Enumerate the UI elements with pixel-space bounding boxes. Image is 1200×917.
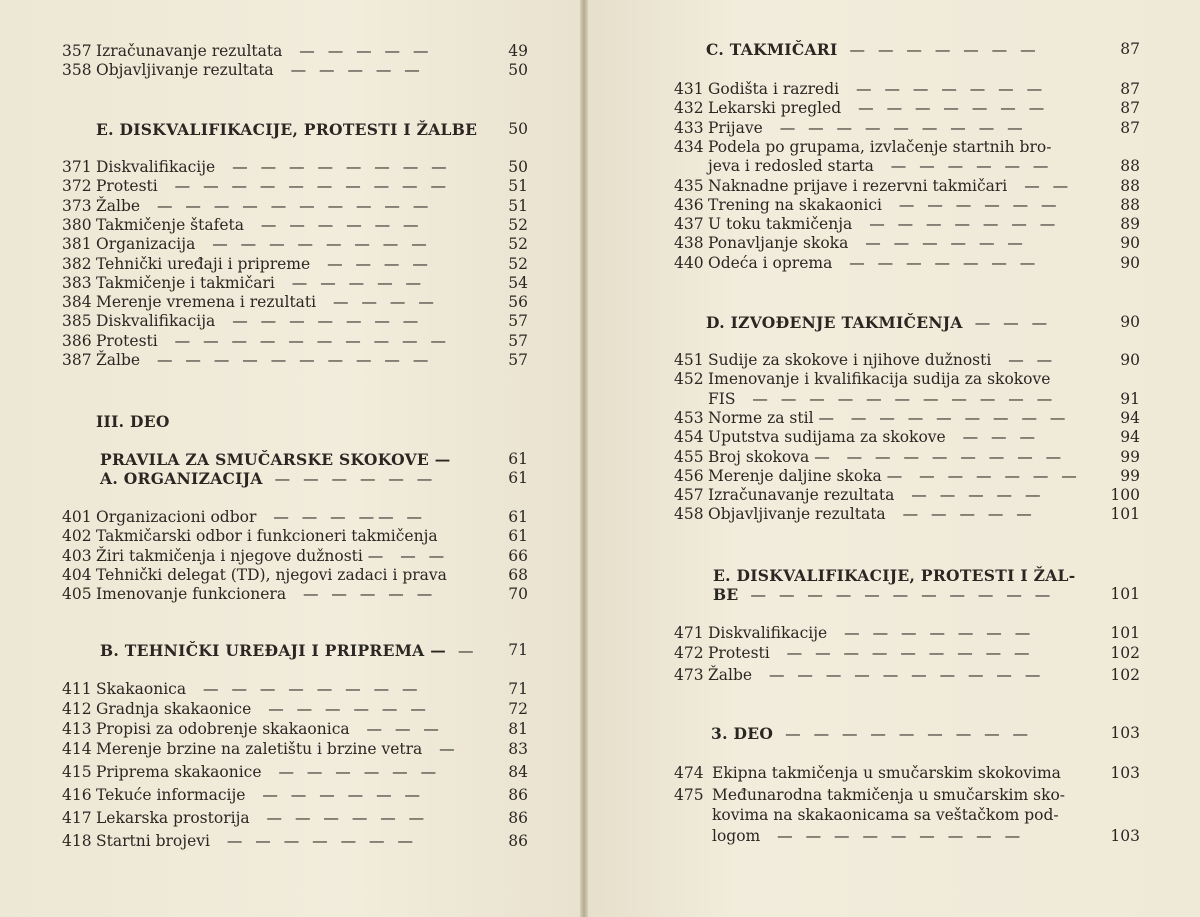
entry-number: 384	[62, 293, 92, 312]
toc-entry	[674, 764, 1061, 783]
leader-dashes: — — — — — —	[910, 466, 1081, 485]
page-number: 90	[1120, 253, 1140, 272]
toc-entry	[674, 448, 1065, 467]
toc-entry	[674, 157, 1052, 176]
leader-dashes: — — — — — — —	[849, 41, 1040, 59]
page-number: 86	[508, 832, 528, 850]
toc-entry	[62, 508, 426, 527]
toc-entry	[62, 255, 432, 274]
entry-number: 411	[62, 680, 92, 698]
page-number: 61	[508, 450, 528, 468]
entry-title: Izračunavanje rezultata	[708, 486, 895, 505]
leader-dashes: — — — — — — —	[223, 312, 423, 331]
page-number: 81	[508, 720, 528, 738]
entry-title: Tehnički delegat (TD), njegovi zadaci i prava	[96, 565, 447, 584]
entry-title: Takmičenje štafeta	[96, 215, 244, 234]
entry-number: 452	[674, 370, 704, 389]
heading-title: 3. DEO	[711, 724, 774, 743]
entry-number: 453	[674, 408, 704, 427]
entry-title: Diskvalifikacije	[708, 624, 828, 642]
toc-entry	[674, 786, 1065, 805]
entry-title: Tehnički uređaji i pripreme	[96, 254, 311, 273]
page-number: 84	[508, 763, 528, 781]
page-number: 86	[508, 809, 528, 827]
entry-title: Imenovanje funkcionera	[96, 585, 287, 604]
page-number: 87	[1120, 80, 1140, 98]
entry-title: Uputstva sudijama za skokove	[708, 428, 946, 447]
toc-entry	[674, 370, 1050, 389]
entry-number: 385	[62, 312, 92, 331]
page-number: 101	[1110, 505, 1140, 524]
entry-title: Protesti	[96, 177, 158, 196]
page-number: 52	[508, 235, 528, 254]
leader-dashes: — — — — — — — — — — —	[743, 389, 1057, 408]
entry-title: Izračunavanje rezultata	[96, 42, 283, 60]
page-number: 52	[508, 215, 528, 234]
entry-number: 431	[674, 80, 704, 98]
toc-entry	[674, 177, 1072, 196]
toc-entry	[62, 809, 428, 828]
entry-number: 456	[674, 466, 704, 485]
leader-dashes: — — — — — —	[253, 786, 424, 804]
toc-entry	[674, 409, 1069, 428]
entry-number: 371	[62, 158, 92, 176]
entry-number: 380	[62, 215, 92, 234]
toc-entry	[62, 740, 459, 759]
leader-dashes: —	[458, 642, 478, 660]
entry-title: Lekarska prostorija	[96, 809, 250, 827]
entry-title: Lekarski pregled	[708, 99, 842, 118]
entry-number: 414	[62, 740, 92, 758]
page-number: 99	[1120, 466, 1140, 485]
entry-number: 440	[674, 253, 704, 272]
page-number: 101	[1110, 624, 1140, 642]
page-number: 50	[508, 158, 528, 176]
entry-number: 475	[674, 786, 704, 804]
entry-title: Ekipna takmičenja u smučarskim skokovima	[712, 764, 1061, 782]
leader-dashes: — — — — — —	[856, 234, 1027, 253]
leader-dashes: —	[430, 740, 459, 758]
leader-dashes: — — — — —	[893, 505, 1036, 524]
leader-dashes: — — — — — — —	[847, 80, 1047, 98]
leader-dashes: — — — — — — — — — —	[148, 351, 433, 369]
page-number: 102	[1110, 644, 1140, 662]
leader-dashes: — — — — — —	[274, 470, 437, 488]
toc-entry	[62, 700, 430, 719]
page-number: 66	[508, 546, 528, 565]
entry-title: jeva i redosled starta	[708, 157, 874, 176]
leader-dashes: — — —	[357, 720, 443, 738]
toc-entry	[62, 585, 436, 604]
page-number: 51	[508, 177, 528, 196]
leader-dashes: — — — — — — — — —	[777, 644, 1034, 662]
leader-dashes: — — — — — —	[259, 700, 430, 718]
page-number: 103	[1110, 827, 1140, 845]
toc-entry	[674, 351, 1056, 370]
toc-entry	[674, 196, 1061, 215]
entry-title: Međunarodna takmičenja u smučarskim sko-	[712, 786, 1066, 804]
entry-title: Objavljivanje rezultata	[708, 505, 886, 524]
toc-entry	[62, 547, 448, 566]
entry-number: 415	[62, 763, 92, 781]
entry-title: Ponavljanje skoka	[708, 234, 849, 253]
page-number: 52	[508, 254, 528, 273]
section-heading	[706, 313, 1051, 333]
leader-dashes: — — — —— —	[264, 508, 427, 526]
toc-entry	[62, 61, 424, 80]
section-heading	[713, 585, 1054, 605]
leader-dashes: — — — — — — —	[849, 99, 1049, 118]
toc-entry	[674, 99, 1048, 118]
leader-dashes: — — — — —	[281, 61, 424, 80]
page-number: 103	[1110, 724, 1140, 742]
toc-entry	[62, 158, 451, 177]
entry-number: 401	[62, 508, 92, 526]
page-number: 57	[508, 312, 528, 331]
leader-dashes: — — — — —	[282, 273, 425, 292]
leader-dashes: — — — —	[318, 254, 432, 273]
entry-number: 451	[674, 351, 704, 369]
entry-title: Merenje vremena i rezultati	[96, 293, 317, 312]
toc-entry	[674, 215, 1059, 234]
entry-title: Merenje brzine na zaletištu i brzine vetra	[96, 740, 423, 758]
entry-title: kovima na skakaonicama sa veštačkom pod-	[712, 806, 1059, 824]
toc-entry	[62, 527, 438, 546]
section-heading: E. DISKVALIFIKACIJE, PROTESTI I ŽAL-	[713, 566, 1076, 585]
section-heading	[711, 724, 1032, 744]
entry-number: 413	[62, 720, 92, 738]
leader-dashes: — — — — — — — —	[841, 408, 1070, 427]
page-number: 101	[1110, 585, 1140, 603]
leader-dashes: — — — — — — — — —	[785, 725, 1033, 743]
leader-dashes: — — — — — — — — —	[770, 118, 1027, 137]
entry-title: Prijave	[708, 118, 763, 137]
page-number: 56	[508, 293, 528, 312]
page-number: 83	[508, 740, 528, 758]
leader-dashes: — — — — — —	[257, 809, 429, 827]
toc-entry	[674, 827, 1024, 846]
toc-entry	[674, 234, 1027, 253]
toc-entry	[62, 680, 422, 699]
entry-number: 432	[674, 99, 704, 118]
entry-number: 434	[674, 137, 704, 156]
page-number: 61	[508, 508, 528, 526]
page-number: 72	[508, 700, 528, 718]
entry-number: 381	[62, 235, 92, 254]
entry-title: Godišta i razredi	[708, 80, 840, 98]
page-number: 57	[508, 331, 528, 350]
toc-entry	[62, 786, 424, 805]
leader-dashes: — — — — — — — — — —	[165, 331, 450, 350]
toc-entry	[674, 254, 1039, 273]
entry-number: 357	[62, 42, 92, 60]
entry-number: 383	[62, 273, 92, 292]
page-number: 54	[508, 273, 528, 292]
page-number: 103	[1110, 764, 1140, 782]
toc-entry	[674, 806, 1059, 825]
section-heading	[706, 40, 1040, 60]
entry-title: Podela po grupama, izvlačenje startnih bro-	[708, 137, 1052, 156]
toc-entry	[62, 332, 450, 351]
leader-dashes: — — — — — — — — — —	[165, 177, 450, 196]
leader-dashes: — —	[999, 351, 1057, 369]
entry-number: 387	[62, 351, 92, 369]
entry-title: FIS	[708, 389, 736, 408]
page-number: 61	[508, 469, 528, 487]
entry-title: Takmičenje i takmičari	[96, 273, 275, 292]
entry-number: 404	[62, 565, 92, 584]
entry-title: Žiri takmičenja i njegove dužnosti —	[96, 546, 384, 565]
leader-dashes: — — — — — — —	[840, 253, 1040, 272]
entry-title: logom	[712, 827, 761, 845]
page-number: 87	[1120, 118, 1140, 137]
heading-title: BE	[713, 585, 739, 604]
section-heading	[100, 641, 478, 661]
page-number: 86	[508, 786, 528, 804]
leader-dashes: — —	[1015, 176, 1073, 195]
leader-dashes: — — —	[974, 314, 1052, 332]
entry-number: 436	[674, 195, 704, 214]
toc-entry	[674, 428, 1039, 447]
page-number: 50	[508, 61, 528, 80]
page-number: 68	[508, 565, 528, 584]
entry-number: 403	[62, 546, 92, 565]
entry-number: 386	[62, 331, 92, 350]
toc-entry	[62, 197, 432, 216]
leader-dashes: — — — —	[324, 293, 438, 312]
heading-title: A. ORGANIZACIJA	[100, 469, 263, 488]
leader-dashes: — — — — — —	[251, 215, 423, 234]
entry-number: 405	[62, 585, 92, 604]
leader-dashes: — — — — — — — — — — —	[750, 586, 1055, 604]
entry-title: Odeća i oprema	[708, 253, 833, 272]
page-number: 87	[1120, 40, 1140, 58]
page-number: 88	[1120, 157, 1140, 176]
page-number: 100	[1110, 486, 1140, 505]
toc-entry	[674, 644, 1034, 663]
entry-title: Propisi za odobrenje skakaonica	[96, 720, 350, 738]
leader-dashes: — — — — — — — —	[203, 235, 431, 254]
leader-dashes: — — — — — —	[881, 157, 1053, 176]
leader-dashes: — — —	[953, 428, 1039, 447]
leader-dashes: — — — — —	[294, 585, 437, 604]
toc-entry	[674, 666, 1044, 685]
page-number: 88	[1120, 195, 1140, 214]
entry-title: Broj skokova —	[708, 447, 830, 466]
toc-entry	[62, 566, 447, 585]
entry-title: Gradnja skakaonice	[96, 700, 252, 718]
entry-title: Startni brojevi	[96, 832, 210, 850]
entry-title: Žalbe	[708, 666, 753, 684]
page-number: 102	[1110, 666, 1140, 684]
page-number: 90	[1120, 351, 1140, 369]
entry-title: Protesti	[96, 331, 158, 350]
leader-dashes: — —	[391, 546, 449, 565]
entry-title: Žalbe	[96, 196, 141, 215]
toc-entry	[62, 312, 422, 331]
page-number: 71	[508, 641, 528, 659]
entry-number: 474	[674, 764, 704, 782]
entry-number: 418	[62, 832, 92, 850]
entry-number: 358	[62, 61, 92, 80]
entry-number: 472	[674, 644, 704, 662]
entry-title: Merenje daljine skoka —	[708, 466, 903, 485]
entry-number: 454	[674, 428, 704, 447]
toc-entry	[62, 274, 425, 293]
entry-number: 373	[62, 196, 92, 215]
page-number: 70	[508, 585, 528, 604]
entry-title: Objavljivanje rezultata	[96, 61, 274, 80]
entry-title: Protesti	[708, 644, 770, 662]
page-number: 61	[508, 527, 528, 546]
page-number: 99	[1120, 447, 1140, 466]
toc-entry	[62, 235, 431, 254]
entry-title: Sudije za skokove i njihove dužnosti	[708, 351, 992, 369]
leader-dashes: — — — — —	[902, 486, 1045, 505]
entry-number: 455	[674, 447, 704, 466]
entry-number: 471	[674, 624, 704, 642]
leader-dashes: — — — — — — — —	[837, 447, 1066, 466]
leader-dashes: — — — — — — —	[217, 832, 417, 850]
leader-dashes: — — — — — — — —	[223, 158, 451, 176]
entry-number: 382	[62, 254, 92, 273]
toc-entry	[62, 832, 417, 851]
entry-title: Skakaonica	[96, 680, 187, 698]
entry-title: Naknadne prijave i rezervni takmičari	[708, 176, 1008, 195]
leader-dashes: — — — — —	[290, 42, 433, 60]
entry-title: Diskvalifikacije	[96, 158, 216, 176]
entry-title: Takmičarski odbor i funkcioneri takmičenja	[96, 527, 438, 546]
toc-entry	[674, 119, 1027, 138]
page-number: 94	[1120, 408, 1140, 427]
entry-number: 417	[62, 809, 92, 827]
leader-dashes: — — — — — — — — — —	[148, 196, 433, 215]
toc-entry	[674, 80, 1046, 99]
toc-entry	[674, 505, 1036, 524]
heading-title: B. TEHNIČKI UREĐAJI I PRIPREMA —	[100, 641, 446, 660]
toc-entry	[674, 390, 1056, 409]
toc-entry	[674, 624, 1034, 643]
entry-title: Tekuće informacije	[96, 786, 246, 804]
page-number: 71	[508, 680, 528, 698]
page-number: 91	[1120, 389, 1140, 408]
toc-entry	[674, 467, 1081, 486]
entry-title: Diskvalifikacija	[96, 312, 216, 331]
entry-number: 433	[674, 118, 704, 137]
page-number: 49	[508, 42, 528, 60]
leader-dashes: — — — — — — —	[835, 624, 1035, 642]
leader-dashes: — — — — — —	[269, 763, 441, 781]
toc-entry	[674, 138, 1051, 157]
toc-entry	[62, 216, 423, 235]
toc-entry	[62, 763, 440, 782]
heading-title: D. IZVOĐENJE TAKMIČENJA	[706, 313, 963, 332]
section-heading	[100, 469, 436, 489]
page-number: 57	[508, 351, 528, 369]
toc-entry	[62, 293, 438, 312]
section-heading: E. DISKVALIFIKACIJE, PROTESTI I ŽALBE	[96, 120, 478, 139]
section-heading: PRAVILA ZA SMUČARSKE SKOKOVE —	[100, 450, 451, 469]
entry-title: Imenovanje i kvalifikacija sudija za skokove	[708, 370, 1051, 389]
heading-title: C. TAKMIČARI	[706, 40, 838, 59]
page-number: 89	[1120, 215, 1140, 234]
page-number: 90	[1120, 234, 1140, 253]
entry-title: Žalbe	[96, 351, 141, 369]
entry-number: 402	[62, 527, 92, 546]
page-number: 88	[1120, 176, 1140, 195]
entry-number: 412	[62, 700, 92, 718]
leader-dashes: — — — — — — —	[860, 215, 1060, 234]
toc-entry	[62, 177, 450, 196]
entry-number: 416	[62, 786, 92, 804]
entry-title: Priprema skakaonice	[96, 763, 262, 781]
entry-title: U toku takmičenja	[708, 215, 853, 234]
leader-dashes: — — — — — — — — — —	[760, 666, 1045, 684]
leader-dashes: — — — — — —	[889, 195, 1061, 214]
entry-title: Trening na skakaonici	[708, 195, 882, 214]
entry-number: 458	[674, 505, 704, 524]
entry-title: Norme za stil —	[708, 408, 834, 427]
entry-title: Organizacija	[96, 235, 196, 254]
page-number: 50	[508, 120, 528, 138]
toc-entry	[674, 486, 1044, 505]
entry-title: Organizacioni odbor	[96, 508, 257, 526]
entry-number: 473	[674, 666, 704, 684]
page-number: 90	[1120, 313, 1140, 331]
toc-entry	[62, 351, 432, 370]
entry-number: 457	[674, 486, 704, 505]
section-heading: III. DEO	[96, 412, 170, 431]
leader-dashes: — — — — — — — — —	[768, 827, 1025, 845]
leader-dashes: — — — — — — — —	[194, 680, 422, 698]
toc-entry	[62, 720, 443, 739]
page-number: 94	[1120, 428, 1140, 447]
entry-number: 438	[674, 234, 704, 253]
entry-number: 372	[62, 177, 92, 196]
entry-number: 435	[674, 176, 704, 195]
entry-number: 437	[674, 215, 704, 234]
toc-entry	[62, 42, 432, 61]
book-gutter	[580, 0, 588, 917]
page-number: 87	[1120, 99, 1140, 118]
page-number: 51	[508, 196, 528, 215]
